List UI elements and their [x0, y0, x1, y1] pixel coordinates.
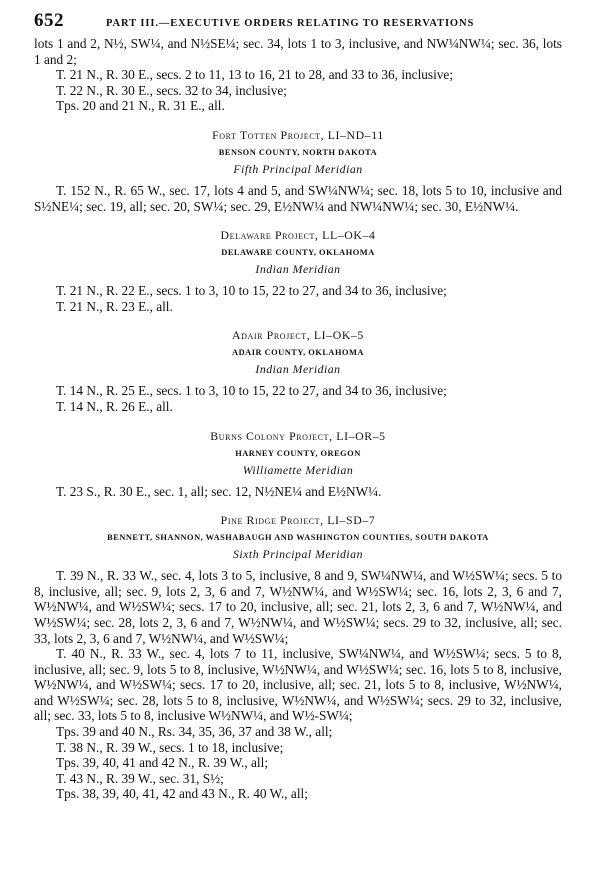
continuation-line: Tps. 20 and 21 N., R. 31 E., all.	[56, 98, 225, 114]
county-heading: DELAWARE COUNTY, OKLAHOMA	[221, 248, 375, 258]
page-number: 652	[34, 10, 64, 31]
project-section-pine-ridge	[34, 513, 562, 802]
running-head: PART III.—EXECUTIVE ORDERS RELATING TO RESERVATIONS	[106, 18, 475, 29]
project-title: Pine Ridge Project, LI–SD–7	[220, 513, 376, 528]
county-heading: BENSON COUNTY, NORTH DAKOTA	[218, 147, 378, 157]
land-description: T. 43 N., R. 39 W., sec. 31, S½;	[56, 770, 224, 786]
land-description: T. 39 N., R. 33 W., sec. 4, lots 3 to 5, inclusive, 8 and 9, SW¼NW¼, and W½SW¼; secs. 5 to 8, inclusive, all; sec. 9, lots 2, 3, 6 and 7, W½NW¼, and W½SW¼; sec. 16, lots 2, 3, 6 and 7, W½NW¼, and W½SW¼; secs. 17 to 20, inclusive, all; sec. 21, lots 2, 3, 6 and 7, W½NW¼, and W½SW¼; sec. 28, lots 2, 3, 6 and 7, W½NW¼, and W½SW¼; secs. 29 to 32, inclusive, all; sec. 33, lots 2, 3, 6 and 7, W½NW¼, and W½SW¼;	[34, 568, 562, 646]
project-title: Adair Project, LI–OK–5	[232, 328, 364, 343]
land-description: Tps. 39 and 40 N., Rs. 34, 35, 36, 37 and 38 W., all;	[56, 724, 333, 740]
land-description: T. 152 N., R. 65 W., sec. 17, lots 4 and 5, and SW¼NW¼; sec. 18, lots 5 to 10, inclusive and S½NE¼; sec. 19, all; sec. 20, SW¼; sec. 29, E½NW¼ and NW¼NW¼; sec. 30, E½NW¼.	[34, 182, 562, 214]
continuation-block	[34, 36, 562, 114]
project-section-adair	[34, 328, 562, 414]
land-description: T. 38 N., R. 39 W., secs. 1 to 18, inclusive;	[56, 739, 284, 755]
land-description: T. 21 N., R. 23 E., all.	[56, 298, 173, 314]
land-description: Tps. 38, 39, 40, 41, 42 and 43 N., R. 40 W., all;	[56, 786, 308, 802]
land-description: T. 14 N., R. 25 E., secs. 1 to 3, 10 to 15, 22 to 27, and 34 to 36, inclusive;	[56, 383, 447, 399]
meridian-heading: Indian Meridian	[255, 362, 341, 377]
project-section-fort-totten	[34, 128, 562, 214]
project-title: Delaware Project, LL–OK–4	[220, 228, 376, 243]
county-heading: ADAIR COUNTY, OKLAHOMA	[232, 348, 364, 358]
meridian-heading: Williamette Meridian	[242, 462, 354, 477]
meridian-heading: Indian Meridian	[255, 262, 341, 277]
meridian-heading: Fifth Principal Meridian	[233, 161, 363, 176]
continuation-line: T. 22 N., R. 30 E., secs. 32 to 34, inclusive;	[56, 82, 287, 98]
project-section-delaware	[34, 228, 562, 314]
meridian-heading: Sixth Principal Meridian	[233, 547, 363, 562]
land-description: T. 23 S., R. 30 E., sec. 1, all; sec. 12, N½NE¼ and E½NW¼.	[56, 483, 382, 499]
continuation-line: T. 21 N., R. 30 E., secs. 2 to 11, 13 to 16, 21 to 28, and 33 to 36, inclusive;	[56, 67, 454, 83]
county-heading: BENNETT, SHANNON, WASHABAUGH AND WASHINGTON COUNTIES, SOUTH DAKOTA	[107, 533, 489, 543]
continuation-line: lots 1 and 2, N½, SW¼, and N½SE¼; sec. 34, lots 1 to 3, inclusive, and NW¼NW¼; sec. 36, lots 1 and 2;	[34, 36, 562, 67]
project-section-burns-colony	[34, 429, 562, 500]
project-title: Fort Totten Project, LI–ND–11	[212, 127, 384, 142]
county-heading: HARNEY COUNTY, OREGON	[235, 448, 361, 458]
land-description: Tps. 39, 40, 41 and 42 N., R. 39 W., all;	[56, 755, 269, 771]
page-header	[34, 10, 562, 36]
land-description: T. 14 N., R. 26 E., all.	[56, 398, 173, 414]
land-description: T. 21 N., R. 22 E., secs. 1 to 3, 10 to 15, 22 to 27, and 34 to 36, inclusive;	[56, 283, 447, 299]
land-description: T. 40 N., R. 33 W., sec. 4, lots 7 to 11, inclusive, SW¼NW¼, and W½SW¼; secs. 5 to 8, inclusive, all; sec. 9, lots 5 to 8, inclusive, W½NW¼, and W½SW¼; sec. 16, lots 5 to 8, inclusive, W½NW¼, and W½SW¼; secs. 17 to 20, inclusive, all; sec. 21, lots 5 to 8, inclusive, W½NW¼, and W½SW¼; sec. 28, lots 5 to 8, inclusive, W½NW¼, and W½SW¼; secs. 29 to 32, inclusive, all; sec. 33, lots 5 to 8, inclusive W½NW¼, and W½-SW¼;	[34, 646, 562, 724]
project-title: Burns Colony Project, LI–OR–5	[210, 428, 386, 443]
